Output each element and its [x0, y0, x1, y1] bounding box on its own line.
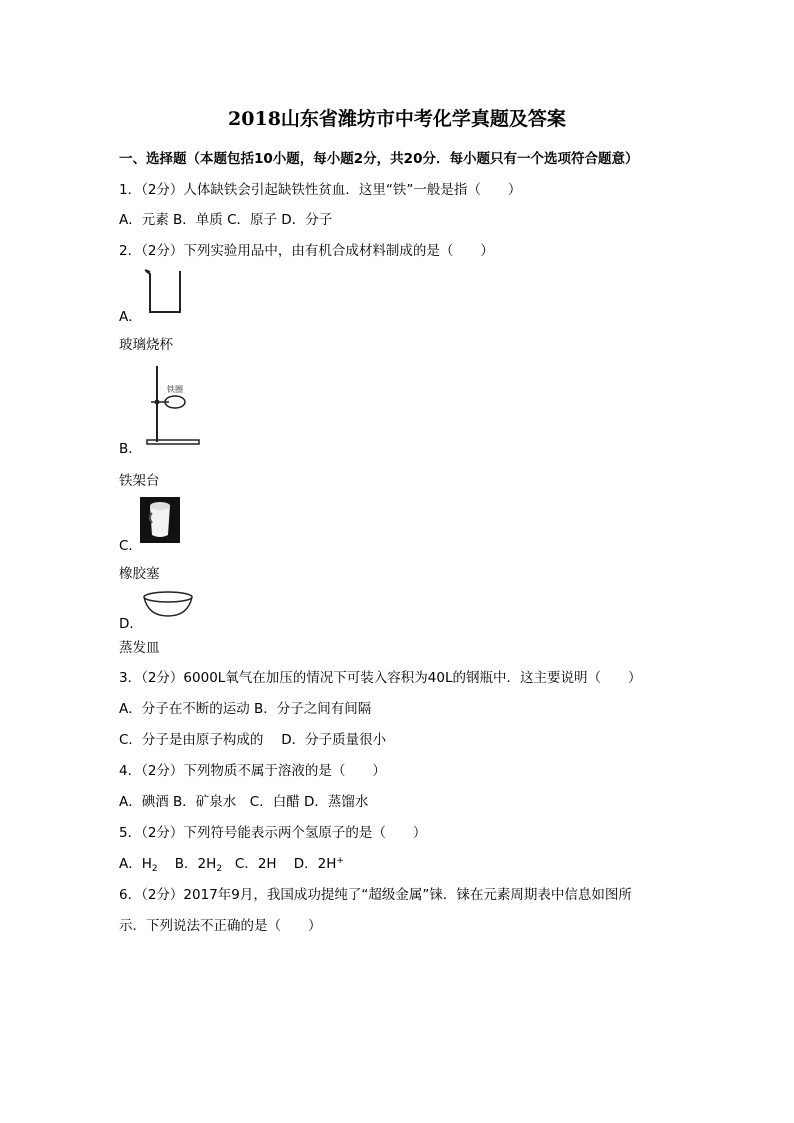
- question-2-option-b-letter: B．: [119, 441, 142, 457]
- option-d: D．2H+: [293, 856, 344, 872]
- option-a: A．$H_2$: [119, 856, 158, 874]
- question-2-option-a-letter: A．: [119, 309, 142, 325]
- question-6-stem-line2: 示．下列说法不正确的是（ ）: [119, 918, 322, 934]
- question-2-option-b-name: 铁架台: [119, 473, 160, 489]
- question-5-options: [119, 852, 344, 874]
- question-2-stem: 2．（2分）下列实验用品中，由有机合成材料制成的是（ ）: [119, 243, 494, 259]
- question-1-stem: 1．（2分）人体缺铁会引起缺铁性贫血．这里“铁”一般是指（ ）: [119, 182, 522, 198]
- question-2-option-d-name: 蒸发皿: [119, 640, 160, 656]
- question-3-stem: 3．（2分）6000L氧气在加压的情况下可装入容积为40L的钢瓶中．这主要说明（ ）: [119, 670, 642, 686]
- question-2-option-c-name: 橡胶塞: [119, 566, 160, 582]
- question-3-options-cd: C．分子是由原子构成的 D．分子质量很小: [119, 732, 387, 748]
- section-heading: 一、选择题（本题包括10小题，每小题2分，共20分．每小题只有一个选项符合题意）: [119, 151, 639, 167]
- page-title: 2018山东省潍坊市中考化学真题及答案: [228, 108, 566, 130]
- question-2-option-c-letter: C．: [119, 538, 142, 554]
- question-4-stem: 4．（2分）下列物质不属于溶液的是（ ）: [119, 763, 386, 779]
- iron-stand-icon: [143, 364, 203, 446]
- evaporating-dish-icon: [142, 590, 194, 620]
- question-3-options-ab: A．分子在不断的运动 B．分子之间有间隔: [119, 701, 372, 717]
- question-4-options: A．碘酒 B．矿泉水 C．白醋 D．蒸馏水: [119, 794, 369, 810]
- question-2-option-a-name: 玻璃烧杯: [119, 337, 173, 353]
- iron-ring-caption: 铁圈: [167, 385, 183, 394]
- question-5-stem: 5．（2分）下列符号能表示两个氢原子的是（ ）: [119, 825, 427, 841]
- beaker-icon: [144, 268, 186, 316]
- option-b: B．$2H_2$: [174, 856, 223, 874]
- rubber-stopper-icon: [140, 497, 180, 543]
- question-2-option-d-letter: D．: [119, 616, 143, 632]
- question-1-options: A．元素 B．单质 C．原子 D．分子: [119, 212, 333, 228]
- option-c: C．2H: [234, 856, 277, 872]
- question-6-stem-line1: 6．（2分）2017年9月，我国成功提纯了“超级金属”铼．铼在元素周期表中信息如图所: [119, 887, 632, 903]
